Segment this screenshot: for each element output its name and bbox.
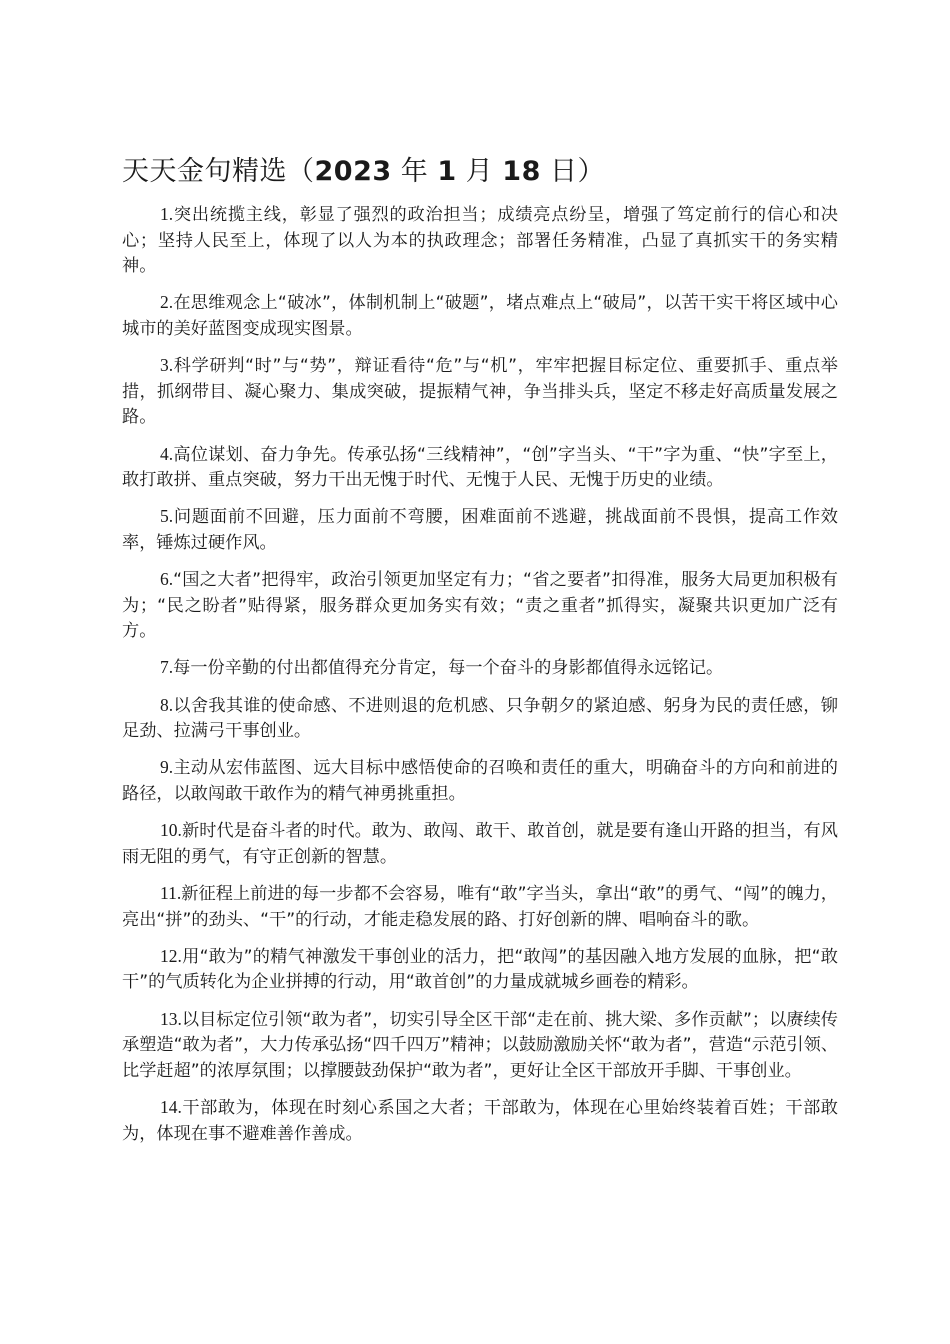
quote-paragraph-11: [122, 881, 838, 933]
page-title: [122, 152, 838, 192]
quote-paragraph-2: [122, 290, 838, 342]
quote-paragraph-13: [122, 1007, 838, 1085]
quote-text: 突出统揽主线，彰显了强烈的政治担当；成绩亮点纷呈，增强了笃定前行的信心和决心；坚持人民至上，体现了以人为本的执政理念；部署任务精准，凸显了真抓实干的务实精神。: [122, 205, 838, 277]
quote-number: 1.: [160, 204, 174, 224]
quote-number: 10.: [160, 820, 182, 841]
title-prefix: 天天金句精选（: [122, 156, 315, 187]
quote-paragraph-8: [122, 693, 838, 745]
quote-number: 12.: [160, 945, 182, 966]
quote-text: 每一份辛勤的付出都值得充分肯定，每一个奋斗的身影都值得永远铭记。: [173, 658, 724, 679]
quote-paragraph-5: [122, 504, 838, 556]
title-day: 18: [502, 156, 541, 187]
title-month-unit: 月: [456, 156, 503, 187]
document-body: [122, 152, 838, 1158]
quote-text: 新时代是奋斗者的时代。敢为、敢闯、敢干、敢首创，就是要有逢山开路的担当，有风雨无阻的勇气，有守正创新的智慧。: [122, 821, 838, 867]
quote-number: 3.: [160, 355, 174, 376]
quote-number: 13.: [160, 1008, 182, 1029]
quote-paragraph-7: [122, 655, 838, 682]
quote-text: 新征程上前进的每一步都不会容易，唯有“敢”字当头，拿出“敢”的勇气、“闯”的魄力，亮出“拼”的劲头、“干”的行动，才能走稳发展的路、打好创新的牌、唱响奋斗的歌。: [122, 884, 838, 930]
quote-text: 以目标定位引领“敢为者”，切实引导全区干部“走在前、挑大梁、多作贡献”；以赓续传承塑造“敢为者”，大力传承弘扬“四千四万”精神；以鼓励激励关怀“敢为者”，营造“示范引领、比学赶超”的浓厚氛围；以撑腰鼓劲保护“敢为者”，更好让全区干部放开手脚、干事创业。: [122, 1009, 838, 1081]
quote-number: 8.: [160, 694, 174, 715]
quote-number: 11.: [160, 883, 182, 903]
quote-number: 2.: [160, 292, 174, 313]
quote-text: 主动从宏伟蓝图、远大目标中感悟使命的召唤和责任的重大，明确奋斗的方向和前进的路径，以敢闯敢干敢作为的精气神勇挑重担。: [122, 758, 838, 805]
title-month: 1: [437, 156, 457, 187]
quote-text: 科学研判“时”与“势”，辩证看待“危”与“机”，牢牢把握目标定位、重要抓手、重点举措，抓纲带目、凝心聚力、集成突破，提振精气神，争当排头兵，坚定不移走好高质量发展之路。: [122, 356, 838, 428]
quote-number: 14.: [160, 1096, 182, 1117]
quote-number: 5.: [160, 506, 174, 527]
quote-text: 以舍我其谁的使命感、不进则退的危机感、只争朝夕的紧迫感、躬身为民的责任感，铆足劲、拉满弓干事创业。: [122, 695, 838, 742]
quote-paragraph-9: [122, 755, 838, 807]
title-year: 2023: [314, 156, 392, 187]
quote-text: 高位谋划、奋力争先。传承弘扬“三线精神”，“创”字当头、“干”字为重、“快”字至上，敢打敢拼、重点突破，努力干出无愧于时代、无愧于人民、无愧于历史的业绩。: [122, 444, 838, 491]
title-year-unit: 年: [391, 156, 438, 187]
title-day-unit: 日）: [540, 156, 605, 187]
quote-number: 7.: [160, 657, 174, 678]
quote-number: 4.: [160, 443, 174, 464]
quote-paragraph-12: [122, 944, 838, 996]
quote-paragraph-10: [122, 818, 838, 870]
quote-paragraph-14: [122, 1095, 838, 1147]
quote-paragraph-1: [122, 202, 838, 280]
quote-text: 干部敢为，体现在时刻心系国之大者；干部敢为，体现在心里始终装着百姓；干部敢为，体现在事不避难善作善成。: [122, 1097, 838, 1144]
quote-text: “国之大者”把得牢，政治引领更加坚定有力；“省之要者”扣得准，服务大局更加积极有为；“民之盼者”贴得紧，服务群众更加务实有效；“责之重者”抓得实，凝聚共识更加广泛有方。: [122, 570, 838, 642]
quote-paragraph-4: [122, 442, 838, 494]
quote-text: 用“敢为”的精气神激发干事创业的活力，把“敢闯”的基因融入地方发展的血脉，把“敢干”的气质转化为企业拼搏的行动，用“敢首创”的力量成就城乡画卷的精彩。: [122, 946, 838, 993]
quote-text: 在思维观念上“破冰”，体制机制上“破题”，堵点难点上“破局”，以苦干实干将区域中心城市的美好蓝图变成现实图景。: [122, 293, 838, 339]
quote-text: 问题面前不回避，压力面前不弯腰，困难面前不逃避，挑战面前不畏惧，提高工作效率，锤炼过硬作风。: [122, 507, 838, 553]
quote-number: 6.: [160, 569, 174, 590]
quote-paragraph-3: [122, 353, 838, 431]
quote-paragraph-6: [122, 567, 838, 645]
quote-number: 9.: [160, 757, 174, 778]
